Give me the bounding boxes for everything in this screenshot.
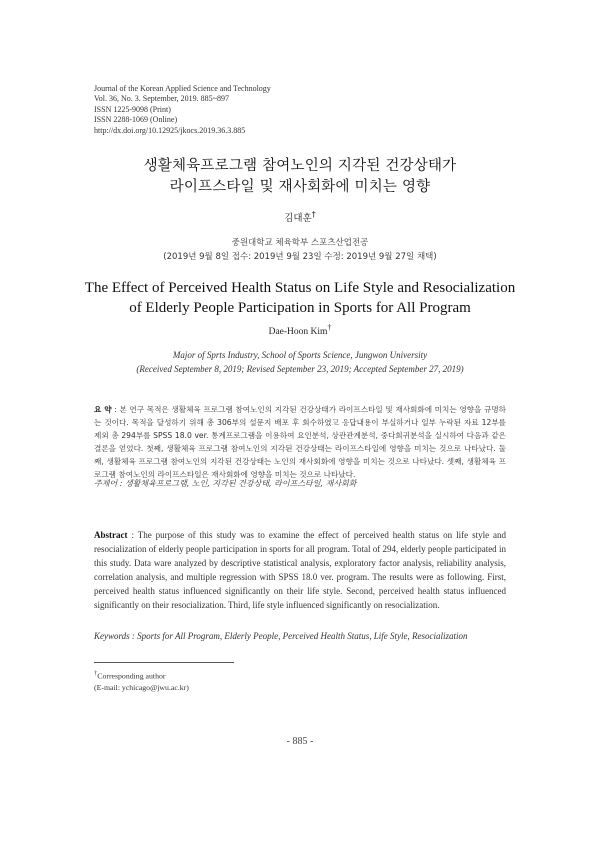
footnote: [94, 668, 189, 693]
english-abstract-label: Abstract: [94, 530, 128, 540]
korean-abstract: [94, 403, 506, 482]
korean-keywords-separator: :: [117, 479, 125, 488]
english-keywords-separator: :: [129, 631, 138, 641]
issn-online: ISSN 2288-1069 (Online): [94, 115, 178, 125]
korean-author-name: 김대훈: [284, 213, 312, 225]
page-number: - 885 -: [286, 736, 314, 747]
footnote-line1: Corresponding author: [97, 671, 166, 681]
korean-abstract-label: 요 약: [94, 405, 112, 414]
english-author-mark: †: [327, 323, 332, 332]
english-title-line2: of Elderly People Participation in Sports for All Program: [129, 300, 471, 316]
korean-affiliation: 중원대학교 체육학부 스포츠산업전공: [231, 238, 369, 248]
english-affiliation-block: [0, 349, 600, 376]
korean-affiliation-block: [0, 236, 600, 264]
english-keywords-list: Sports for All Program, Elderly People, Perceived Health Status, Life Style, Resocialization: [137, 631, 468, 641]
english-affiliation: Major of Sprts Industry, School of Sports Science, Jungwon University: [172, 350, 428, 360]
english-abstract: [94, 528, 506, 612]
english-dates: (Received September 8, 2019; Revised September 23, 2019; Accepted September 27, 2019): [136, 363, 464, 374]
english-author: [0, 323, 600, 337]
footnote-email: (E-mail: ychicago@jwu.ac.kr): [94, 682, 189, 692]
korean-keywords-list: 생활체육프로그램, 노인, 지각된 건강상태, 라이프스타일, 재사회화: [124, 479, 357, 488]
korean-author-mark: †: [311, 210, 316, 219]
english-author-name: Dae-Hoon Kim: [268, 327, 328, 338]
korean-keywords: [94, 478, 514, 489]
journal-name: Journal of the Korean Applied Science and Technology: [94, 84, 271, 93]
journal-header: [94, 84, 271, 136]
doi-link[interactable]: http://dx.doi.org/10.12925/jkocs.2019.36.3.885: [94, 125, 246, 135]
issn-print: ISSN 1225-9098 (Print): [94, 104, 171, 114]
footnote-divider: [94, 662, 234, 663]
english-abstract-separator: :: [127, 530, 138, 540]
english-keywords-label: Keywords: [94, 631, 130, 641]
korean-abstract-body: 본 연구 목적은 생활체육 프로그램 참여노인의 지각된 건강상태가 라이프스타일 및 재사회화에 미치는 영향을 규명하는 것이다. 목적을 달성하기 위해 총 306부의 설문지 배포 후 회수하였고 응답내용이 부실하거나 일부 누락된 자료 12부를 제외 총 294부를 SPSS 18.0 ver. 통계프로그램을 이용하여 요인분석, 상관관계분석, 중다회귀분석을 실시하여 다음과 같은 결론을 얻었다. 첫째, 생활체육 프로그램 참여노인의 지각된 건강상태는 라이프스타일에 영향을 미치는 것으로 나타났다. 둘째, 생활체육 프로그램 참여노인의 지각된 건강상태는 노인의 재사회화에 영향을 미치는 것으로 나타났다. 셋째, 생활체육 프로그램 참여노인의 라이프스타일은 재사회화에 영향을 미치는 것으로 나타났다.: [94, 405, 507, 480]
korean-keywords-label: 주제어: [94, 479, 118, 488]
english-title-line1: The Effect of Perceived Health Status on Life Style and Resocialization: [84, 280, 516, 296]
korean-title-line2: 라이프스타일 및 재사회화에 미치는 영향: [169, 179, 431, 195]
footnote-mark: †: [94, 670, 98, 677]
korean-author: [0, 210, 600, 224]
korean-title: [0, 156, 600, 198]
korean-title-line1: 생활체육프로그램 참여노인의 지각된 건강상태가: [143, 158, 457, 174]
korean-dates: (2019년 9월 8일 접수: 2019년 9월 23일 수정: 2019년 9월 27일 채택): [163, 252, 437, 262]
journal-volume: Vol. 36, No. 3. September, 2019. 885~897: [94, 94, 229, 104]
english-abstract-body: The purpose of this study was to examine the effect of perceived health status on life style and resocialization of elderly people participation in sports for all program. Total of 294, elderly people participated in this study. Data ware analyzed by descriptive statistical analysis, exploratory factor analysis, reliability analysis, correlation analysis, and multiple regression with SPSS 18.0 ver. program. The results were as following. First, perceived health status influenced significantly on their life style. Second, perceived health status influenced significantly on their resocialization. Third, life style influenced significantly on resocialization.: [94, 530, 507, 610]
korean-abstract-separator: :: [111, 405, 120, 414]
english-keywords: [94, 631, 514, 641]
english-title: [0, 278, 600, 318]
